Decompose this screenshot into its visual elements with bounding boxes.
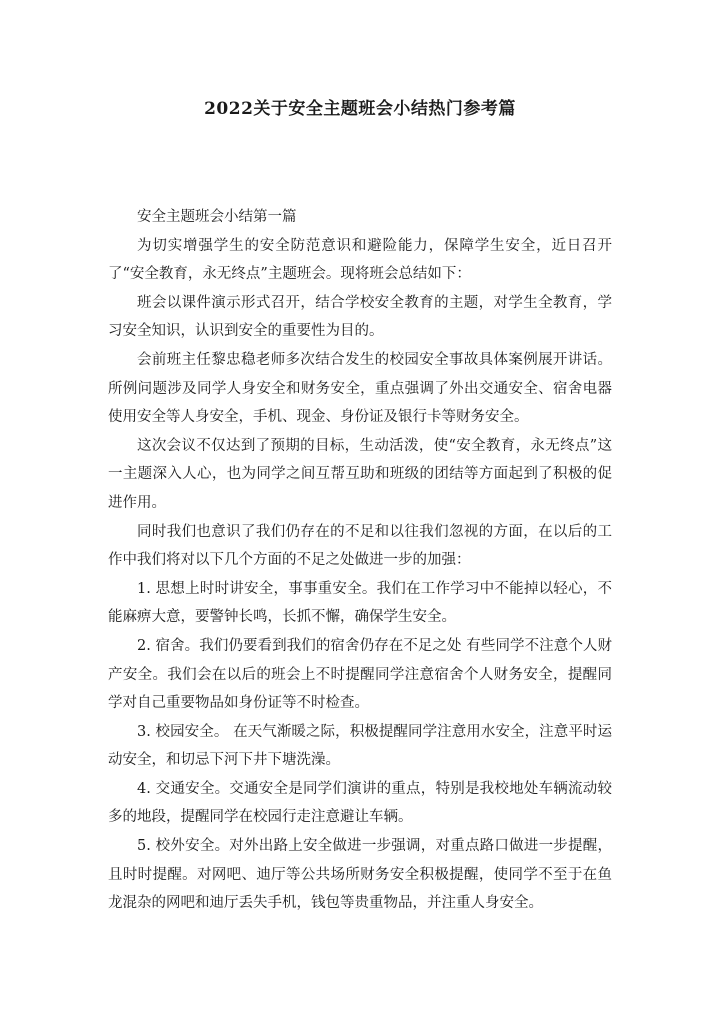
section-heading: 安全主题班会小结第一篇 xyxy=(137,209,297,225)
document-title: 2022关于安全主题班会小结热门参考篇 xyxy=(204,99,516,119)
paragraph-improvements: 同时我们也意识了我们仍存在的不足和以往我们忽视的方面，在以后的工作中我们将对以下几个方面的不足之处做进一步的加强： xyxy=(108,523,612,569)
list-item-dormitory: 2. 宿舍。我们仍要看到我们的宿舍仍存在不足之处 有些同学不注意个人财产安全。我们会在以后的班会上不时提醒同学注意宿舍个人财务安全，提醒同学对自己重要物品如身份证等不时检查。 xyxy=(108,637,612,712)
list-item-off-campus: 5. 校外安全。对外出路上安全做进一步强调，对重点路口做进一步提醒，且时时提醒。对网吧、迪厅等公共场所财务安全积极提醒，使同学不至于在鱼龙混杂的网吧和迪厅丢失手机，钱包等贵重物品，并注重人身安全。 xyxy=(108,838,612,912)
paragraph-teacher: 会前班主任黎忠稳老师多次结合发生的校园安全事故具体案例展开讲话。所例问题涉及同学人身安全和财务安全，重点强调了外出交通安全、宿舍电器使用安全等人身安全，手机、现金、身份证及银行卡等财务安全。 xyxy=(108,351,612,426)
paragraph-format: 班会以课件演示形式召开，结合学校安全教育的主题，对学生全教育，学习安全知识，认识到安全的重要性为目的。 xyxy=(108,294,612,340)
list-item-traffic: 4. 交通安全。交通安全是同学们演讲的重点，特别是我校地处车辆流动较多的地段，提醒同学在校园行走注意避让车辆。 xyxy=(108,780,612,826)
paragraph-intro: 为切实增强学生的安全防范意识和避险能力，保障学生安全，近日召开了“安全教育，永无终点”主题班会。现将班会总结如下： xyxy=(108,237,612,283)
paragraph-results: 这次会议不仅达到了预期的目标，生动活泼，使“安全教育，永无终点”这一主题深入人心，也为同学之间互帮互助和班级的团结等方面起到了积极的促进作用。 xyxy=(108,437,612,511)
list-item-campus: 3. 校园安全。 在天气渐暖之际，积极提醒同学注意用水安全，注意平时运动安全，和切忌下河下井下塘洗澡。 xyxy=(108,723,612,769)
list-item-thinking: 1. 思想上时时讲安全，事事重安全。我们在工作学习中不能掉以轻心，不能麻痹大意，要警钟长鸣，长抓不懈，确保学生安全。 xyxy=(108,580,612,626)
document-body xyxy=(108,203,612,918)
